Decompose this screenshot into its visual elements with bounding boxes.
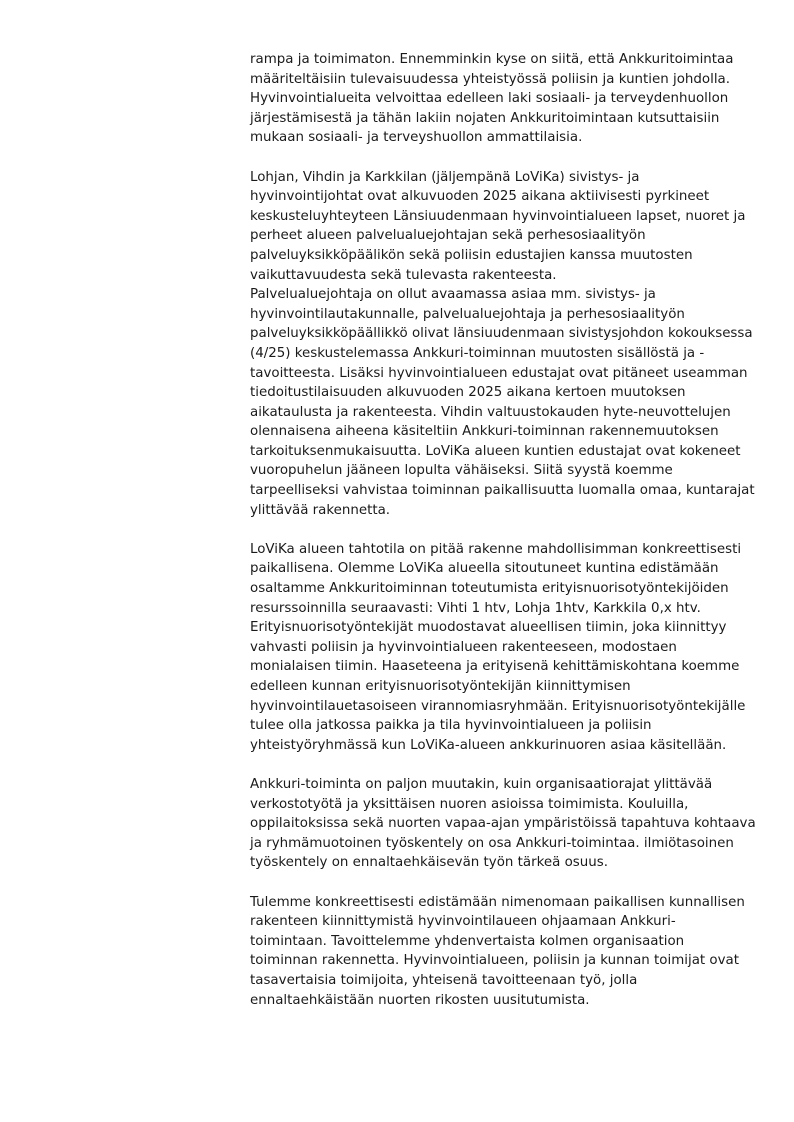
text-line: resurssoinnilla seuraavasti: Vihti 1 htv, Lohja 1htv, Karkkila 0,x htv. — [250, 600, 701, 616]
text-line: hyvinvointilautakunnalle, palvelualuejohtaja ja perhesosiaalityön — [250, 306, 685, 322]
text-line: hyvinvointilauetasoiseen virannomiasryhmään. Erityisnuorisotyöntekijälle — [250, 698, 746, 714]
text-line: tulee olla jatkossa paikka ja tila hyvinvointialueen ja poliisin — [250, 718, 652, 734]
body-paragraph — [250, 50, 770, 148]
text-line: Tulemme konkreettisesti edistämään nimenomaan paikallisen kunnallisen — [250, 894, 745, 910]
body-paragraph — [250, 775, 770, 873]
text-line: Erityisnuorisotyöntekijät muodostavat alueellisen tiimin, joka kiinnittyy — [250, 620, 727, 636]
document-body — [250, 50, 770, 1030]
text-line: ylittävää rakennetta. — [250, 502, 391, 518]
text-line: perheet alueen palvelualuejohtajan sekä perhesosiaalityön — [250, 228, 646, 244]
text-line: oppilaitoksissa sekä nuorten vapaa-ajan ympäristöissä tapahtuva kohtaava — [250, 816, 756, 832]
text-line: monialaisen tiimin. Haaseteena ja erityisenä kehittämiskohtana koemme — [250, 659, 740, 675]
text-line: järjestämisestä ja tähän lakiin nojaten Ankkuritoimintaan kutsuttaisiin — [250, 110, 720, 126]
text-line: Hyvinvointialueita velvoittaa edelleen laki sosiaali- ja terveydenhuollon — [250, 91, 729, 107]
text-line: keskusteluyhteyteen Länsiuudenmaan hyvinvointialueen lapset, nuoret ja — [250, 208, 746, 224]
text-line: tasavertaisia toimijoita, yhteisenä tavoitteenaan työ, jolla — [250, 972, 638, 988]
body-paragraph — [250, 893, 770, 1011]
text-line: palveluyksikköpäällikkö olivat länsiuudenmaan sivistysjohdon kokouksessa — [250, 326, 753, 342]
text-line: Palvelualuejohtaja on ollut avaamassa asiaa mm. sivistys- ja — [250, 287, 656, 303]
text-line: edelleen kunnan erityisnuorisotyöntekijän kiinnittymisen — [250, 679, 631, 694]
text-line: hyvinvointijohtat ovat alkuvuoden 2025 aikana aktiivisesti pyrkineet — [250, 189, 710, 205]
text-line: työskentely on ennaltaehkäisevän työn tärkeä osuus. — [250, 855, 608, 871]
text-line: vaikuttavuudesta sekä tulevasta rakenteesta. — [250, 267, 557, 283]
text-line: paikallisena. Olemme LoViKa alueella sitoutuneet kuntina edistämään — [250, 561, 719, 577]
text-line: tiedoitustilaisuuden alkuvuoden 2025 aikana kertoen muutoksen — [250, 385, 686, 401]
text-line: aikataulusta ja rakenteesta. Vihdin valtuustokauden hyte-neuvottelujen — [250, 404, 731, 420]
text-line: tarpeelliseksi vahvistaa toiminnan paikallisuutta luomalla omaa, kuntarajat — [250, 483, 755, 499]
body-paragraph — [250, 540, 770, 756]
text-line: toimintaan. Tavoittelemme yhdenvertaista kolmen organisaation — [250, 933, 685, 949]
text-line: osaltamme Ankkuritoiminnan toteutumista erityisnuorisotyöntekijöiden — [250, 581, 729, 597]
text-line: ja ryhmämuotoinen työskentely on osa Ankkuri-toimintaa. ilmiötasoinen — [250, 835, 734, 851]
text-line: verkostotyötä ja yksittäisen nuoren asioissa toimimista. Kouluilla, — [250, 796, 689, 812]
text-line: rakenteen kiinnittymistä hyvinvointilaueen ohjaamaan Ankkuri- — [250, 914, 676, 930]
text-line: tarkoituksenmukaisuutta. LoViKa alueen kuntien edustajat ovat kokeneet — [250, 443, 741, 459]
text-line: Lohjan, Vihdin ja Karkkilan (jäljempänä LoViKa) sivistys- ja — [250, 169, 640, 185]
text-line: vahvasti poliisin ja hyvinvointialueen rakenteeseen, modostaen — [250, 639, 677, 655]
text-line: rampa ja toimimaton. Ennemminkin kyse on siitä, että Ankkuritoimintaa — [250, 52, 734, 67]
text-line: olennaisena aiheena käsiteltiin Ankkuri-toiminnan rakennemuutoksen — [250, 424, 719, 440]
text-line: Ankkuri-toiminta on paljon muutakin, kuin organisaatiorajat ylittävää — [250, 776, 713, 792]
text-line: vuoropuhelun jääneen lopulta vähäiseksi. Siitä syystä koemme — [250, 463, 673, 479]
text-line: toiminnan rakennetta. Hyvinvointialueen, poliisin ja kunnan toimijat ovat — [250, 953, 739, 969]
text-line: LoViKa alueen tahtotila on pitää rakenne mahdollisimman konkreettisesti — [250, 541, 742, 557]
text-line: (4/25) keskustelemassa Ankkuri-toiminnan muutosten sisällöstä ja - — [250, 345, 705, 361]
text-line: ennaltaehkäistään nuorten rikosten uusitutumista. — [250, 992, 590, 1008]
text-line: määriteltäisiin tulevaisuudessa yhteistyössä poliisin ja kuntien johdolla. — [250, 71, 730, 87]
text-line: mukaan sosiaali- ja terveyshuollon ammattilaisia. — [250, 130, 583, 146]
text-line: palveluyksikköpäälikön sekä poliisin edustajien kanssa muutosten — [250, 247, 693, 263]
text-line: tavoitteesta. Lisäksi hyvinvointialueen edustajat ovat pitäneet useamman — [250, 365, 748, 381]
text-line: yhteistyöryhmässä kun LoViKa-alueen ankkurinuoren asiaa käsitellään. — [250, 737, 727, 753]
body-paragraph — [250, 168, 770, 521]
